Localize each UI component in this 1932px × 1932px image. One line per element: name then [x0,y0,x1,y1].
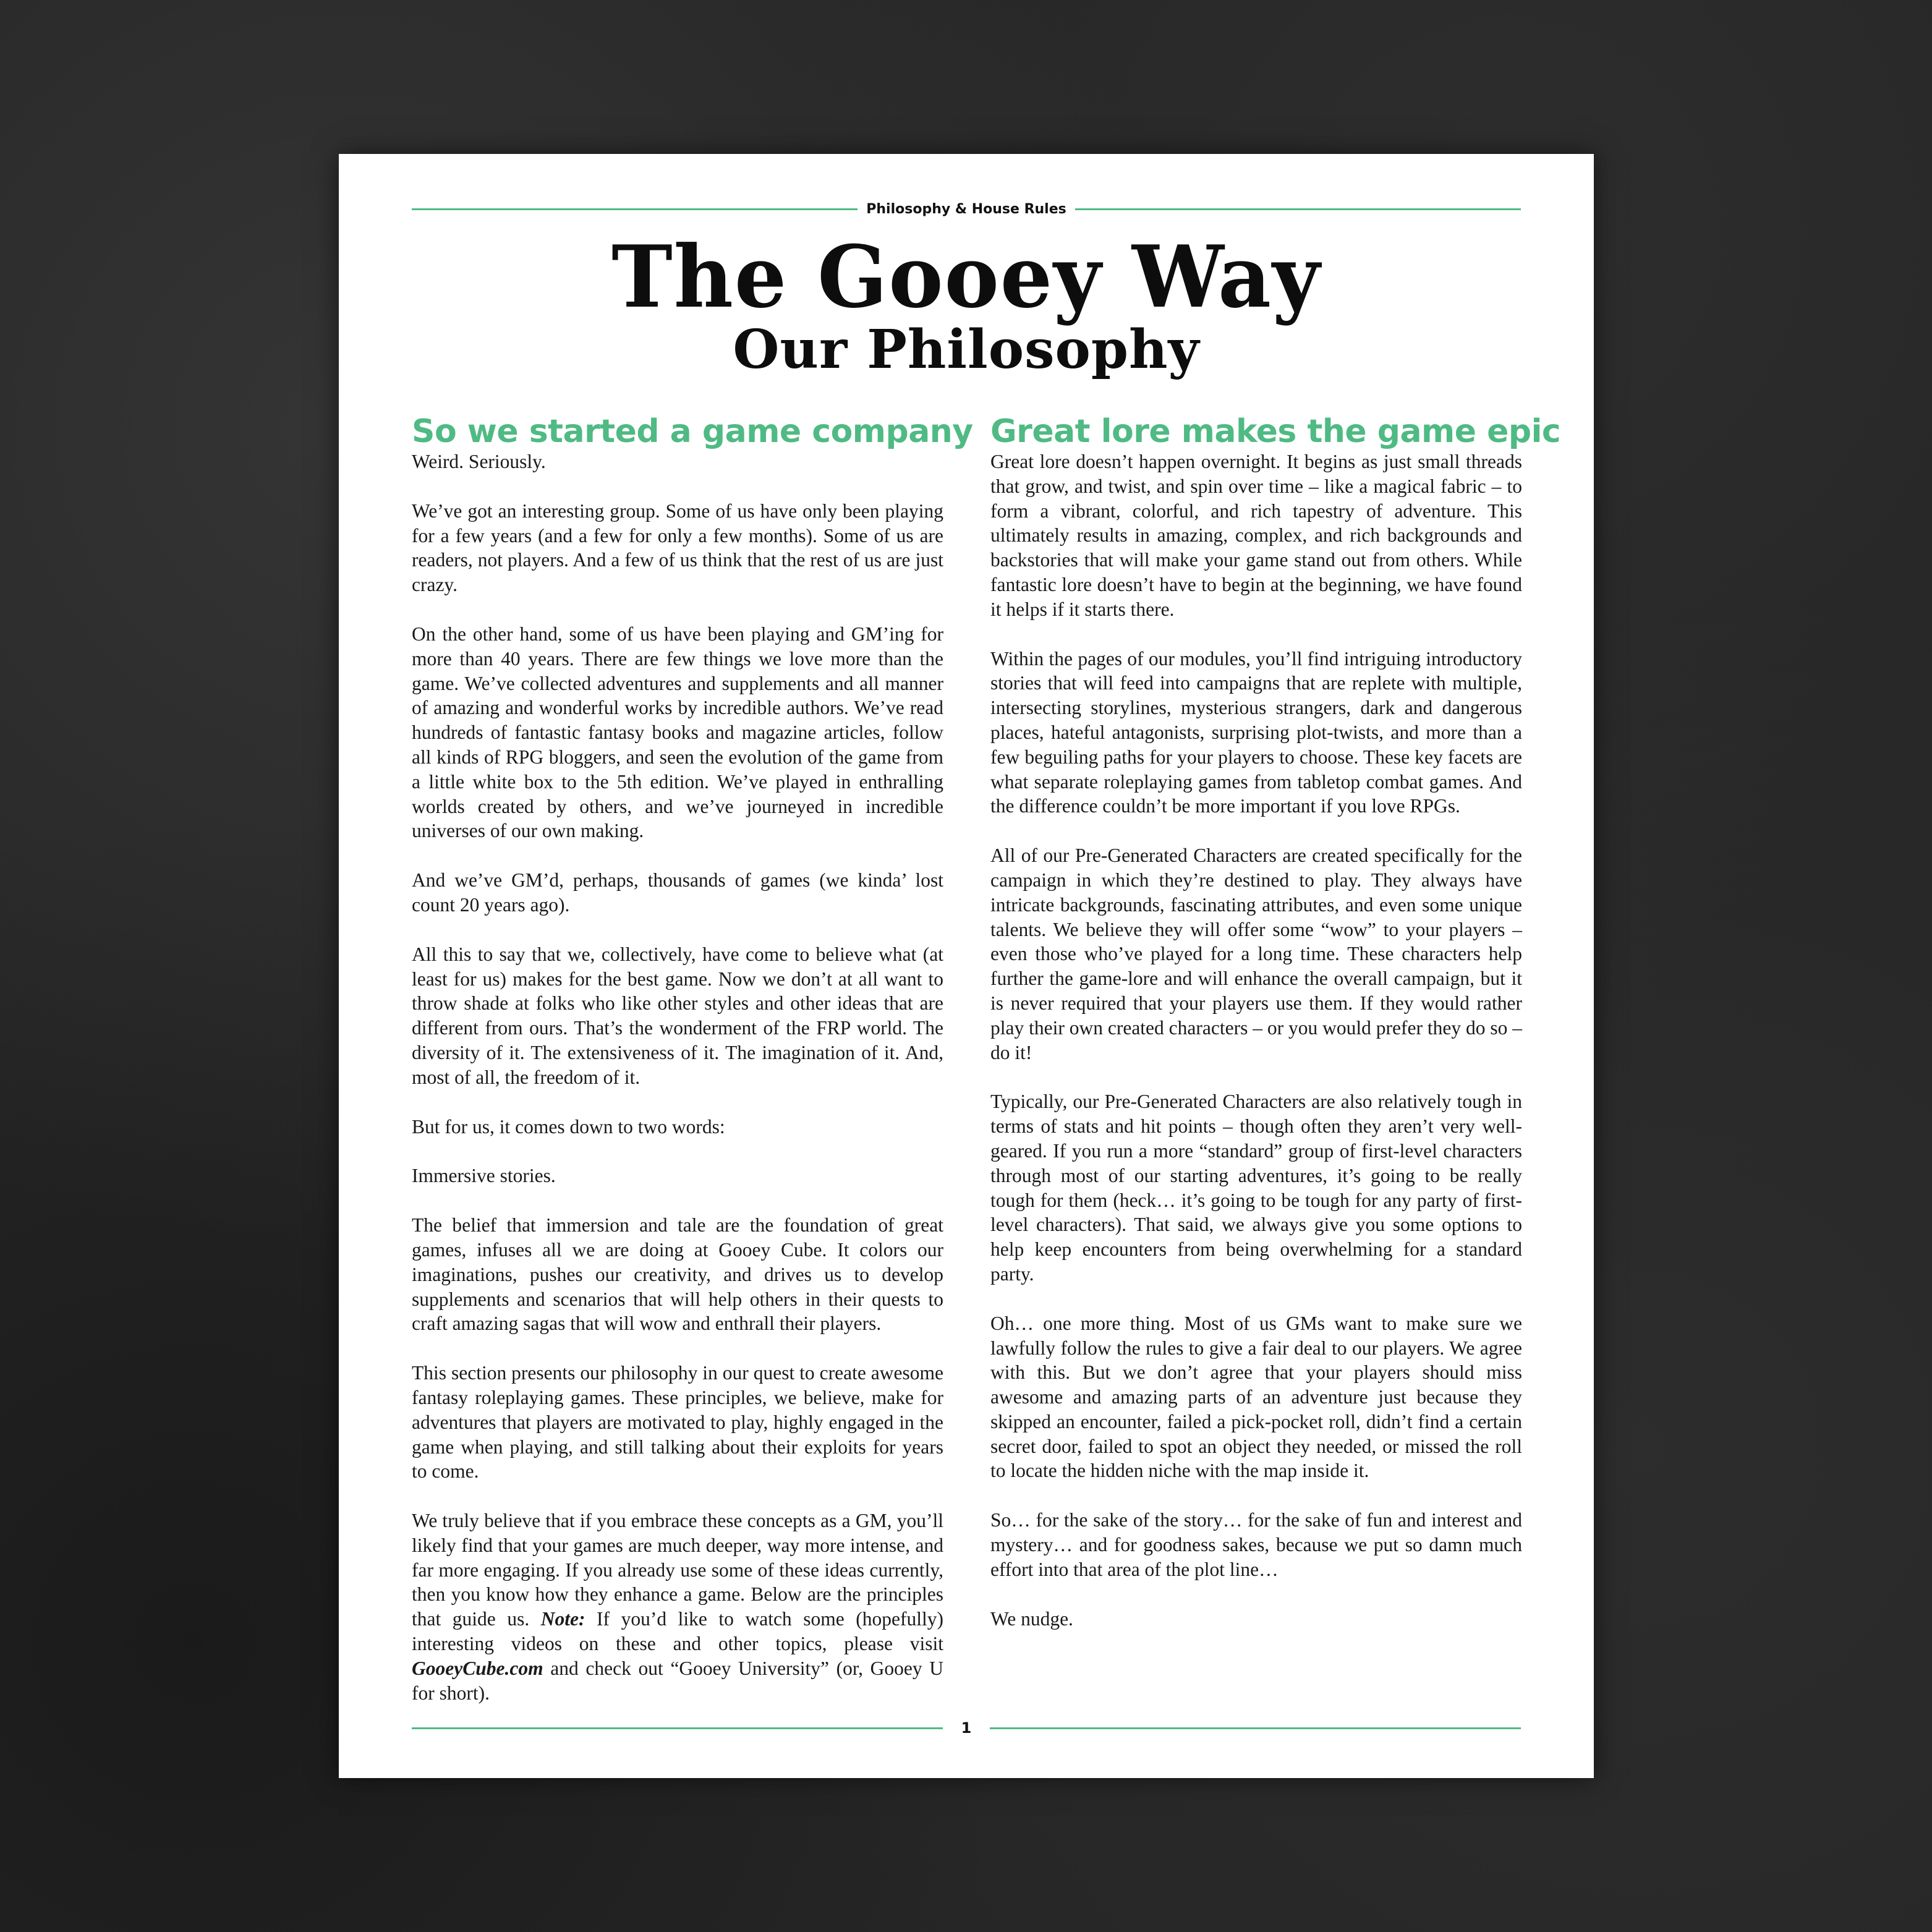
paragraph: And we’ve GM’d, perhaps, thousands of games (we kinda’ lost count 20 years ago). [412,869,943,916]
paragraph: Weird. Seriously. [412,451,546,472]
closing-paragraph [412,1509,943,1705]
page-number: 1 [961,1719,972,1737]
page-title: The Gooey Way [611,226,1321,327]
page-footer [412,1709,1521,1747]
running-header [412,192,1521,226]
page-subtitle: Our Philosophy [733,318,1200,381]
paragraph: All of our Pre-Generated Characters are created specifically for the campaign in which they’re destined to play. They always have intricate backgrounds, fascinating attributes, and even some unique talents. We believe they will offer some “wow” to your players – even those who’ve played for a long time. These characters help further the game-lore and will enhance the overall campaign, but it is never required that your players use them. If they would rather play their own created characters – or you would prefer they do so – do it! [990,845,1522,1063]
running-header-title: Philosophy & House Rules [866,201,1066,217]
paragraph: Immersive stories. [412,1165,556,1187]
website-link[interactable]: GooeyCube.com [412,1657,543,1679]
paragraph: All this to say that we, collectively, have come to believe what (at least for us) makes for the best game. Now we don’t at all want to throw shade at folks who like other styles and other ideas that are different from ours. That’s the wonderment of the FRP world. The diversity of it. The extensiveness of it. The imagination of it. And, most of all, the freedom of it. [412,943,943,1088]
paragraph: Within the pages of our modules, you’ll find intriguing introductory stories that will feed into campaigns that are replete with multiple, intersecting storylines, mysterious strangers, dark and dangerous places, hateful antagonists, surprising plot-twists, and more than a few beguiling paths for your players to choose. These key facets are what separate roleplaying games from tabletop combat games. And the difference couldn’t be more important if you love RPGs. [990,647,1522,817]
left-column [412,413,973,1730]
paragraph: So… for the sake of the story… for the sake of fun and interest and mystery… and for goodness sakes, because we put so damn much effort into that area of the plot line… [990,1509,1522,1580]
note-label: Note: [540,1608,585,1630]
closing-text-part2: If you’d like to watch some (hopefully) interesting videos on these and other topics, please visit [412,1608,943,1655]
paragraph: Typically, our Pre-Generated Characters are also relatively tough in terms of stats and hit points – though often they aren’t very well-geared. If you run a more “standard” group of first-level characters through most of our starting adventures, it’s going to be really tough for them (heck… it’s going to be tough for any party of first-level characters). That said, we always give you some options to help keep encounters from being overwhelming for a standard party. [990,1091,1522,1285]
header-rule-left [412,208,857,210]
footer-rule-left [412,1727,943,1729]
paragraph: Great lore doesn’t happen overnight. It begins as just small threads that grow, and twist, and spin over time – like a magical fabric – to form a vibrant, colorful, and rich tapestry of adventure. This ultimately results in amazing, complex, and rich backgrounds and backstories that will make your game stand out from others. While fantastic lore doesn’t have to begin at the beginning, we have found it helps if it starts there. [990,451,1522,620]
paragraph: Oh… one more thing. Most of us GMs want to make sure we lawfully follow the rules to give a fair deal to our players. We agree with this. But we don’t agree that your players should miss awesome and amazing parts of an adventure just because they skipped an encounter, failed a pick-pocket roll, didn’t find a certain secret door, failed to spot an object they needed, or missed the roll to locate the hidden niche with the map inside it. [990,1312,1522,1482]
right-column-heading: Great lore makes the game epic [990,413,1561,450]
paragraph: The belief that immersion and tale are the foundation of great games, infuses all we are doing at Gooey Cube. It colors our imaginations, pushes our creativity, and drives us to develop supplements and scenarios that will help others in their quests to craft amazing sagas that will wow and enthrall their players. [412,1214,943,1335]
left-column-heading: So we started a game company [412,413,973,450]
paragraph: But for us, it comes down to two words: [412,1115,725,1138]
right-column [990,413,1561,1656]
header-rule-right [1075,208,1521,210]
paragraph: This section presents our philosophy in our quest to create awesome fantasy roleplaying games. These principles, we believe, make for adventures that players are motivated to play, highly engaged in the game when playing, and still talking about their exploits for years to come. [412,1362,943,1483]
page-title-block [339,226,1594,381]
closing-text-part1: We truly believe that if you embrace these concepts as a GM, you’ll likely find that your games are much deeper, way more intense, and far more engaging. If you already use some of these ideas currently, then you know how they enhance a game. Below are the principles that guide us. [412,1510,943,1630]
paragraph: We’ve got an interesting group. Some of us have only been playing for a few years (and a few for only a few months). Some of us are readers, not players. And a few of us think that the rest of us are just crazy. [412,500,943,596]
paragraph: We nudge. [990,1607,1073,1630]
document-page [339,154,1594,1778]
paragraph: On the other hand, some of us have been playing and GM’ing for more than 40 years. There are few things we love more than the game. We’ve collected adventures and supplements and all manner of amazing and wonderful works by incredible authors. We’ve read hundreds of fantastic fantasy books and magazine articles, follow all kinds of RPG bloggers, and seen the evolution of the game from a little white box to the 5th edition. We’ve played in enthralling worlds created by others, and we’ve journeyed in incredible universes of our own making. [412,623,943,842]
footer-rule-right [990,1727,1521,1729]
closing-text-part3: and check out “Gooey University” (or, Gooey U for short). [412,1657,943,1704]
